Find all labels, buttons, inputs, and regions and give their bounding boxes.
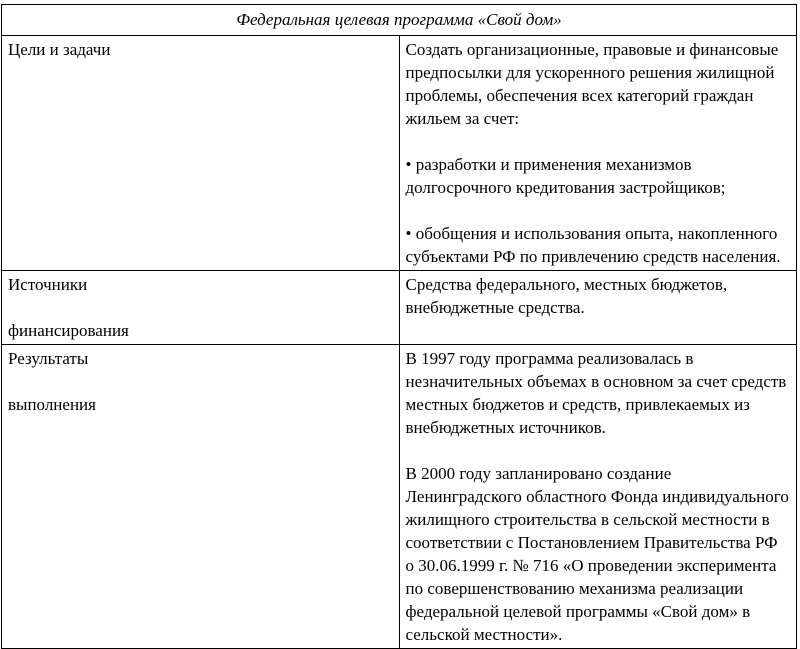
row-content-funding: [399, 271, 797, 345]
content-paragraph: Средства федерального, местных бюджетов, внебюджетные средства.: [405, 275, 728, 317]
program-table: [1, 4, 797, 649]
table-row-results: [2, 345, 797, 649]
row-content-goals: [399, 36, 797, 271]
row-label-funding: [2, 271, 400, 345]
row-label-results: [2, 345, 400, 649]
content-paragraph: В 2000 году запланировано создание Ленинградского областного Фонда индивидуального жилищного строительства в сельской местности в соответствии с Постановлением Правительства РФ о 30.06.1999 г. № 716 «О проведении эксперимента по совершенствованию механизма реализации федеральной целевой программы «Свой дом» в сельской местности».: [405, 464, 789, 644]
table-title: Федеральная целевая программа «Свой дом»: [2, 5, 797, 36]
label-line: Результаты: [8, 349, 89, 368]
table-row-goals: [2, 36, 797, 271]
row-label-goals: [2, 36, 400, 271]
label-line: выполнения: [8, 395, 96, 414]
content-paragraph: • разработки и применения механизмов долгосрочного кредитования застройщиков;: [405, 155, 726, 197]
label-line: Цели и задачи: [8, 40, 111, 59]
content-paragraph: В 1997 году программа реализовалась в незначительных объемах в основном за счет средств местных бюджетов и средств, привлекаемых из внебюджетных источников.: [405, 349, 787, 437]
table-row-funding: [2, 271, 797, 345]
label-line: Источники: [8, 275, 88, 294]
row-content-results: [399, 345, 797, 649]
table-title-row: [2, 5, 797, 36]
label-line: финансирования: [8, 321, 129, 340]
content-paragraph: • обобщения и использования опыта, накопленного субъектами РФ по привлечению средств населения.: [405, 224, 781, 266]
content-paragraph: Создать организационные, правовые и финансовые предпосылки для ускоренного решения жилищной проблемы, обеспечения всех категорий граждан жильем за счет:: [405, 40, 779, 128]
